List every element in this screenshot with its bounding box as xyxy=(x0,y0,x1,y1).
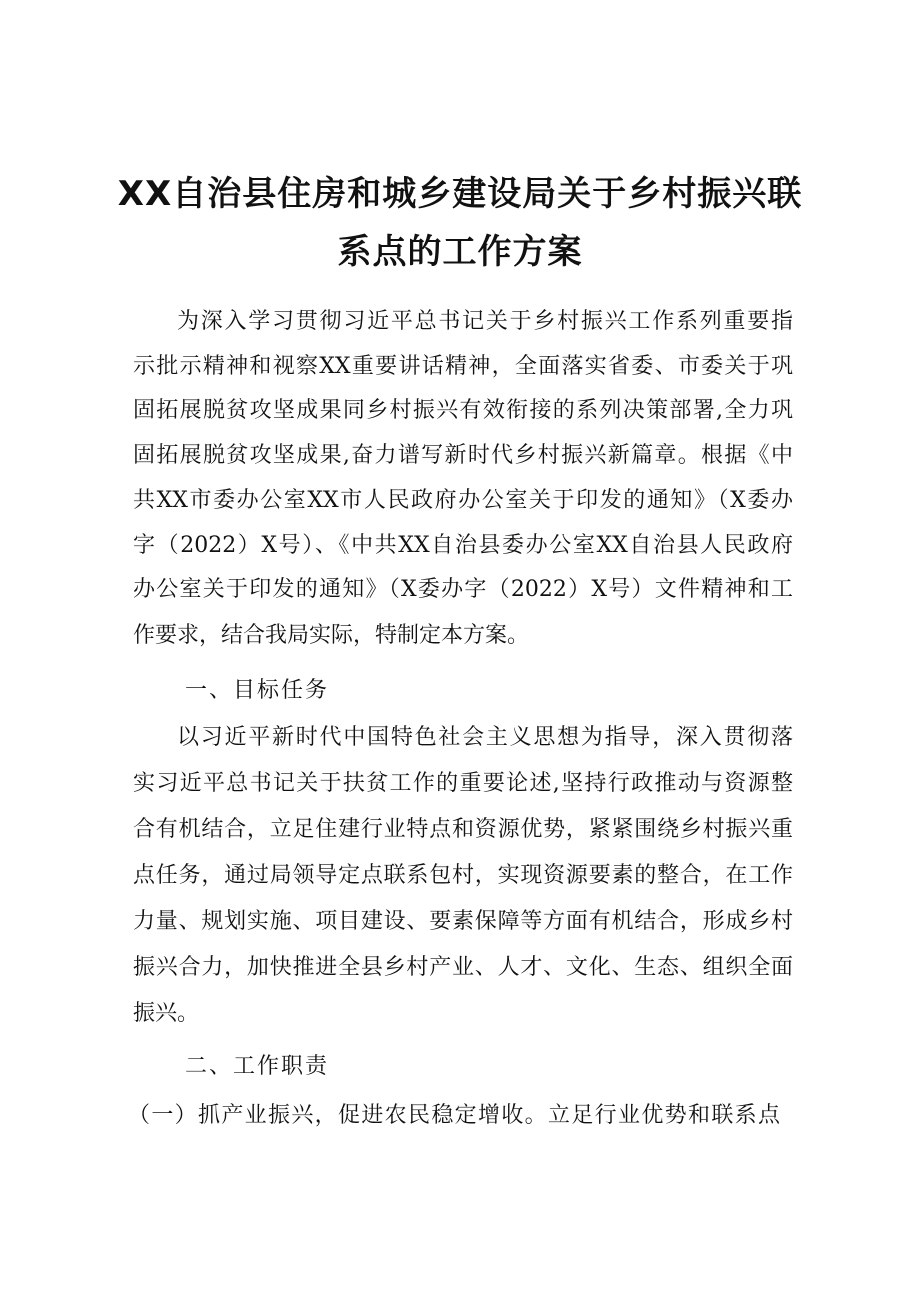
intro-paragraph-line: 示批示精神和视察XX重要讲话精神，全面落实省委、市委关于巩 xyxy=(133,354,793,379)
document-title-line-2: 系点的工作方案 xyxy=(337,232,583,272)
section-heading-goals: 一、目标任务 xyxy=(185,678,330,703)
section-heading-duties: 二、工作职责 xyxy=(185,1054,330,1079)
intro-paragraph-line: 作要求，结合我局实际，特制定本方案。 xyxy=(133,623,530,648)
intro-paragraph-line: 固拓展脱贫攻坚成果,奋力谱写新时代乡村振兴新篇章。根据《中 xyxy=(133,443,793,468)
intro-paragraph-line: 办公室关于印发的通知》（X委办字（2022）X号）文件精神和工 xyxy=(133,577,793,602)
intro-paragraph-line: 共XX市委办公室XX市人民政府办公室关于印发的通知》（X委办 xyxy=(133,488,793,513)
goals-paragraph-line: 振兴合力，加快推进全县乡村产业、人才、文化、生态、组织全面 xyxy=(133,955,793,980)
document-title-line-1: XX自治县住房和城乡建设局关于乡村振兴联 xyxy=(117,174,803,214)
goals-paragraph-line: 合有机结合，立足住建行业特点和资源优势，紧紧围绕乡村振兴重 xyxy=(133,817,793,842)
goals-paragraph-line: 点任务，通过局领导定点联系包村，实现资源要素的整合，在工作 xyxy=(133,863,793,888)
intro-paragraph-line: 为深入学习贯彻习近平总书记关于乡村振兴工作系列重要指 xyxy=(177,309,793,334)
goals-paragraph-line: 实习近平总书记关于扶贫工作的重要论述,坚持行政推动与资源整 xyxy=(133,771,793,796)
goals-paragraph-line: 力量、规划实施、项目建设、要素保障等方面有机结合，形成乡村 xyxy=(133,909,793,934)
goals-paragraph-line: 以习近平新时代中国特色社会主义思想为指导，深入贯彻落 xyxy=(177,725,793,750)
intro-paragraph-line: 字（2022）X号）、《中共XX自治县委办公室XX自治县人民政府 xyxy=(133,533,793,558)
intro-paragraph-line: 固拓展脱贫攻坚成果同乡村振兴有效衔接的系列决策部署,全力巩 xyxy=(133,398,793,423)
duties-subitem-line: （一）抓产业振兴，促进农民稳定增收。立足行业优势和联系点 xyxy=(128,1103,780,1128)
goals-paragraph-line: 振兴。 xyxy=(133,1001,200,1026)
